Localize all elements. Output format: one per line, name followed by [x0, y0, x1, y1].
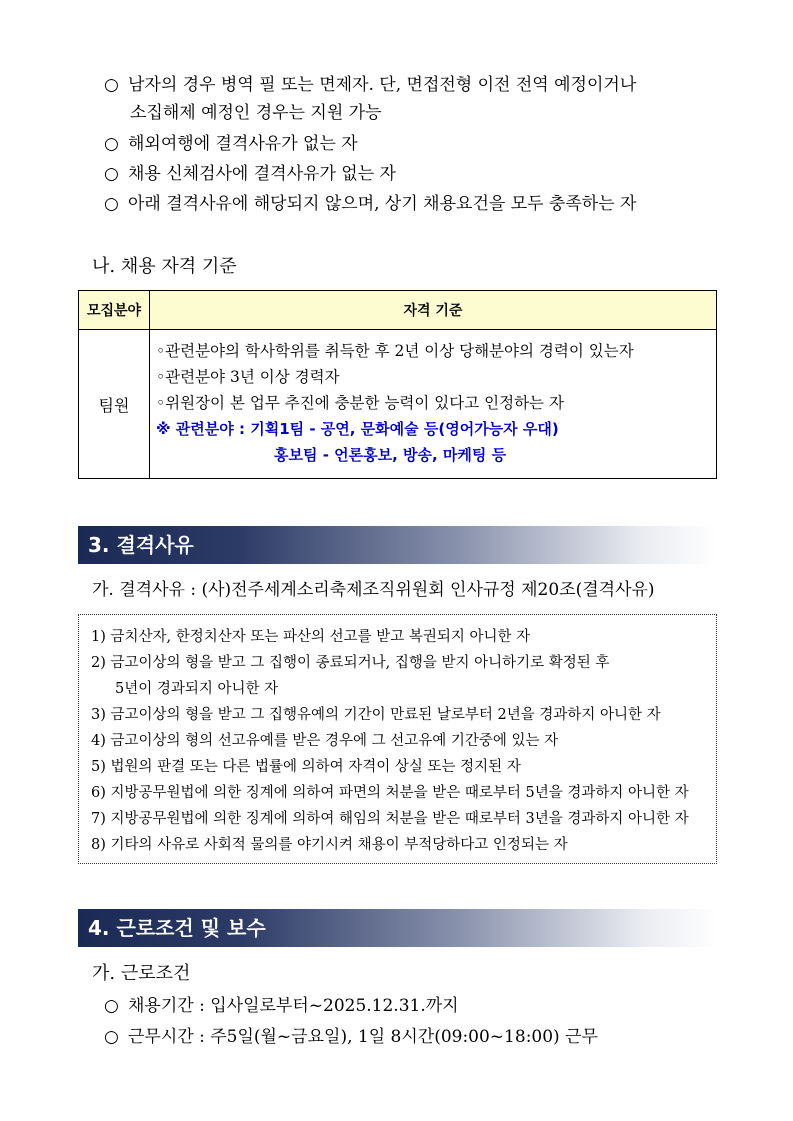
- requirement-text: 아래 결격사유에 해당되지 않으며, 상기 채용요건을 모두 충족하는 자: [128, 194, 637, 214]
- disqualification-subheading: 가. 결격사유 : (사)전주세계소리축제조직위원회 인사규정 제20조(결격사유): [92, 580, 655, 600]
- header-field: 모집분야: [79, 291, 150, 330]
- criteria-heading: 나. 채용 자격 기준: [92, 256, 237, 277]
- section-3-header: [78, 526, 717, 564]
- circle-bullet-icon: ○: [104, 1027, 119, 1047]
- related-field-note: ※ 관련분야 : 기획1팀 - 공연, 문화예술 등(영어가능자 우대): [156, 420, 559, 438]
- disqualification-box: [78, 614, 717, 864]
- circle-bullet-icon: ○: [104, 75, 119, 95]
- work-condition-item: [104, 994, 459, 1018]
- list-item: 2) 금고이상의 형을 받고 그 집행이 종료되거나, 집행을 받지 아니하기로 확정된 후: [91, 655, 610, 671]
- section-4-title: 4. 근로조건 및 보수: [88, 916, 266, 940]
- requirement-item: [104, 162, 396, 186]
- circle-bullet-icon: ○: [104, 134, 119, 154]
- criteria-table: [78, 290, 717, 479]
- working-hours: 근무시간 : 주5일(월~금요일), 1일 8시간(09:00~18:00) 근무: [128, 1027, 598, 1047]
- requirement-item: [104, 132, 358, 156]
- requirement-item: [104, 73, 636, 97]
- section-4-header: [78, 909, 717, 947]
- list-item-continuation: 5년이 경과되지 아니한 자: [115, 681, 279, 697]
- requirement-item: [104, 192, 636, 216]
- list-item: 5) 법원의 판결 또는 다른 법률에 의하여 자격이 상실 또는 정지된 자: [91, 759, 521, 775]
- criteria-item: ◦관련분야의 학사학위를 취득한 후 2년 이상 당해분야의 경력이 있는자: [156, 342, 634, 360]
- criteria-item: ◦관련분야 3년 이상 경력자: [156, 368, 340, 386]
- work-conditions-subheading: 가. 근로조건: [92, 963, 191, 984]
- list-item: 3) 금고이상의 형을 받고 그 집행유예의 기간이 만료된 날로부터 2년을 경과하지 아니한 자: [91, 707, 661, 723]
- related-field-note-cont: 홍보팀 - 언론홍보, 방송, 마케팅 등: [274, 446, 507, 464]
- circle-bullet-icon: ○: [104, 194, 119, 214]
- list-item: 7) 지방공무원법에 의한 징계에 의하여 해임의 처분을 받은 때로부터 3년을 경과하지 아니한 자: [91, 811, 689, 827]
- header-criteria: 자격 기준: [150, 291, 717, 330]
- field-cell: 팀원: [79, 330, 150, 479]
- requirement-text: 채용 신체검사에 결격사유가 없는 자: [128, 164, 396, 184]
- employment-period: 채용기간 : 입사일로부터~2025.12.31.까지: [128, 996, 459, 1016]
- section-3-title: 3. 결격사유: [88, 533, 194, 557]
- list-item: 4) 금고이상의 형의 선고유예를 받은 경우에 그 선고유예 기간중에 있는 자: [91, 733, 559, 749]
- requirement-text: 해외여행에 결격사유가 없는 자: [128, 134, 358, 154]
- list-item: 1) 금치산자, 한정치산자 또는 파산의 선고를 받고 복권되지 아니한 자: [91, 629, 531, 645]
- criteria-cell: [150, 330, 717, 479]
- work-condition-item: [104, 1025, 598, 1049]
- circle-bullet-icon: ○: [104, 996, 119, 1016]
- list-item: 6) 지방공무원법에 의한 징계에 의하여 파면의 처분을 받은 때로부터 5년을 경과하지 아니한 자: [91, 785, 689, 801]
- circle-bullet-icon: ○: [104, 164, 119, 184]
- table-row: [79, 330, 717, 479]
- criteria-item: ◦위원장이 본 업무 추진에 충분한 능력이 있다고 인정하는 자: [156, 394, 564, 412]
- requirement-text: 남자의 경우 병역 필 또는 면제자. 단, 면접전형 이전 전역 예정이거나: [128, 75, 637, 95]
- table-header-row: [79, 291, 717, 330]
- requirement-continuation: 소집해제 예정인 경우는 지원 가능: [130, 103, 382, 123]
- list-item: 8) 기타의 사유로 사회적 물의를 야기시켜 채용이 부적당하다고 인정되는 자: [91, 837, 568, 853]
